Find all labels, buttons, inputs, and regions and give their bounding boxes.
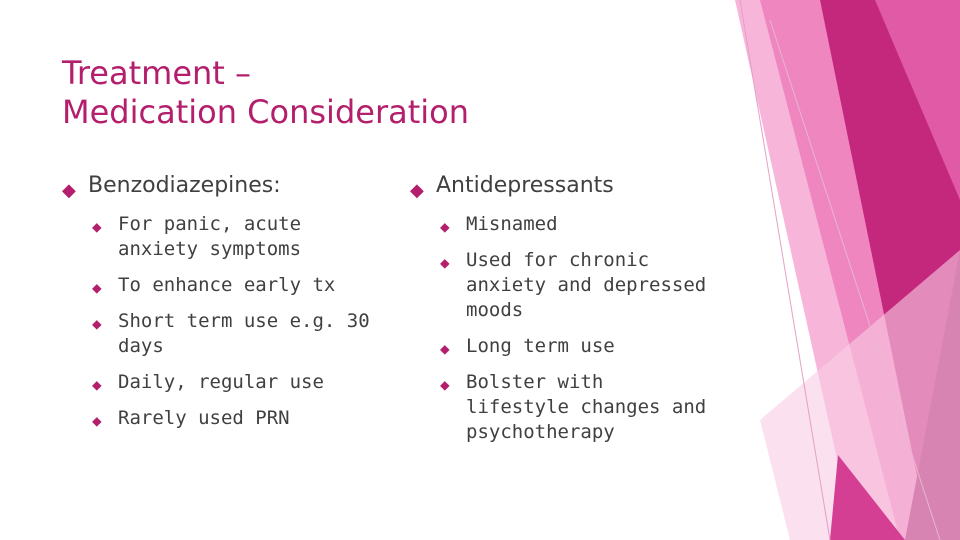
list-item [92, 212, 372, 262]
list-item-text: Misnamed [466, 213, 558, 235]
list-item [440, 370, 710, 445]
slide-title [62, 54, 469, 132]
list-item-text: Daily, regular use [118, 371, 324, 393]
antidepressants-column [410, 172, 710, 456]
list-item-text: Bolster with lifestyle changes and psychotherapy [466, 371, 707, 443]
benzodiazepines-heading-item [62, 172, 372, 200]
list-item [92, 309, 372, 359]
antidepressants-list [410, 212, 710, 445]
diamond-bullet-icon: ◆ [410, 180, 424, 201]
list-item [440, 248, 710, 323]
list-item-text: Used for chronic anxiety and depressed moods [466, 249, 707, 321]
diamond-bullet-icon: ◆ [92, 411, 102, 430]
diamond-bullet-icon: ◆ [440, 253, 450, 272]
diamond-bullet-icon: ◆ [92, 314, 102, 333]
benzodiazepines-list [62, 212, 372, 431]
list-item-text: For panic, acute anxiety symptoms [118, 213, 302, 260]
benzodiazepines-heading: Benzodiazepines: [88, 173, 281, 198]
diamond-bullet-icon: ◆ [92, 278, 102, 297]
diamond-bullet-icon: ◆ [92, 217, 102, 236]
list-item-text: Rarely used PRN [118, 407, 290, 429]
list-item-text: Long term use [466, 335, 615, 357]
list-item [440, 212, 710, 237]
diamond-bullet-icon: ◆ [92, 375, 102, 394]
list-item [440, 334, 710, 359]
antidepressants-heading: Antidepressants [436, 173, 614, 198]
list-item-text: Short term use e.g. 30 days [118, 310, 370, 357]
diamond-bullet-icon: ◆ [440, 375, 450, 394]
benzodiazepines-column [62, 172, 372, 442]
antidepressants-heading-item [410, 172, 710, 200]
diamond-bullet-icon: ◆ [440, 339, 450, 358]
list-item-text: To enhance early tx [118, 274, 336, 296]
title-line-1: Treatment – [62, 54, 251, 92]
list-item [92, 370, 372, 395]
diamond-bullet-icon: ◆ [62, 180, 76, 201]
title-line-2: Medication Consideration [62, 93, 469, 131]
list-item [92, 273, 372, 298]
list-item [92, 406, 372, 431]
diamond-bullet-icon: ◆ [440, 217, 450, 236]
